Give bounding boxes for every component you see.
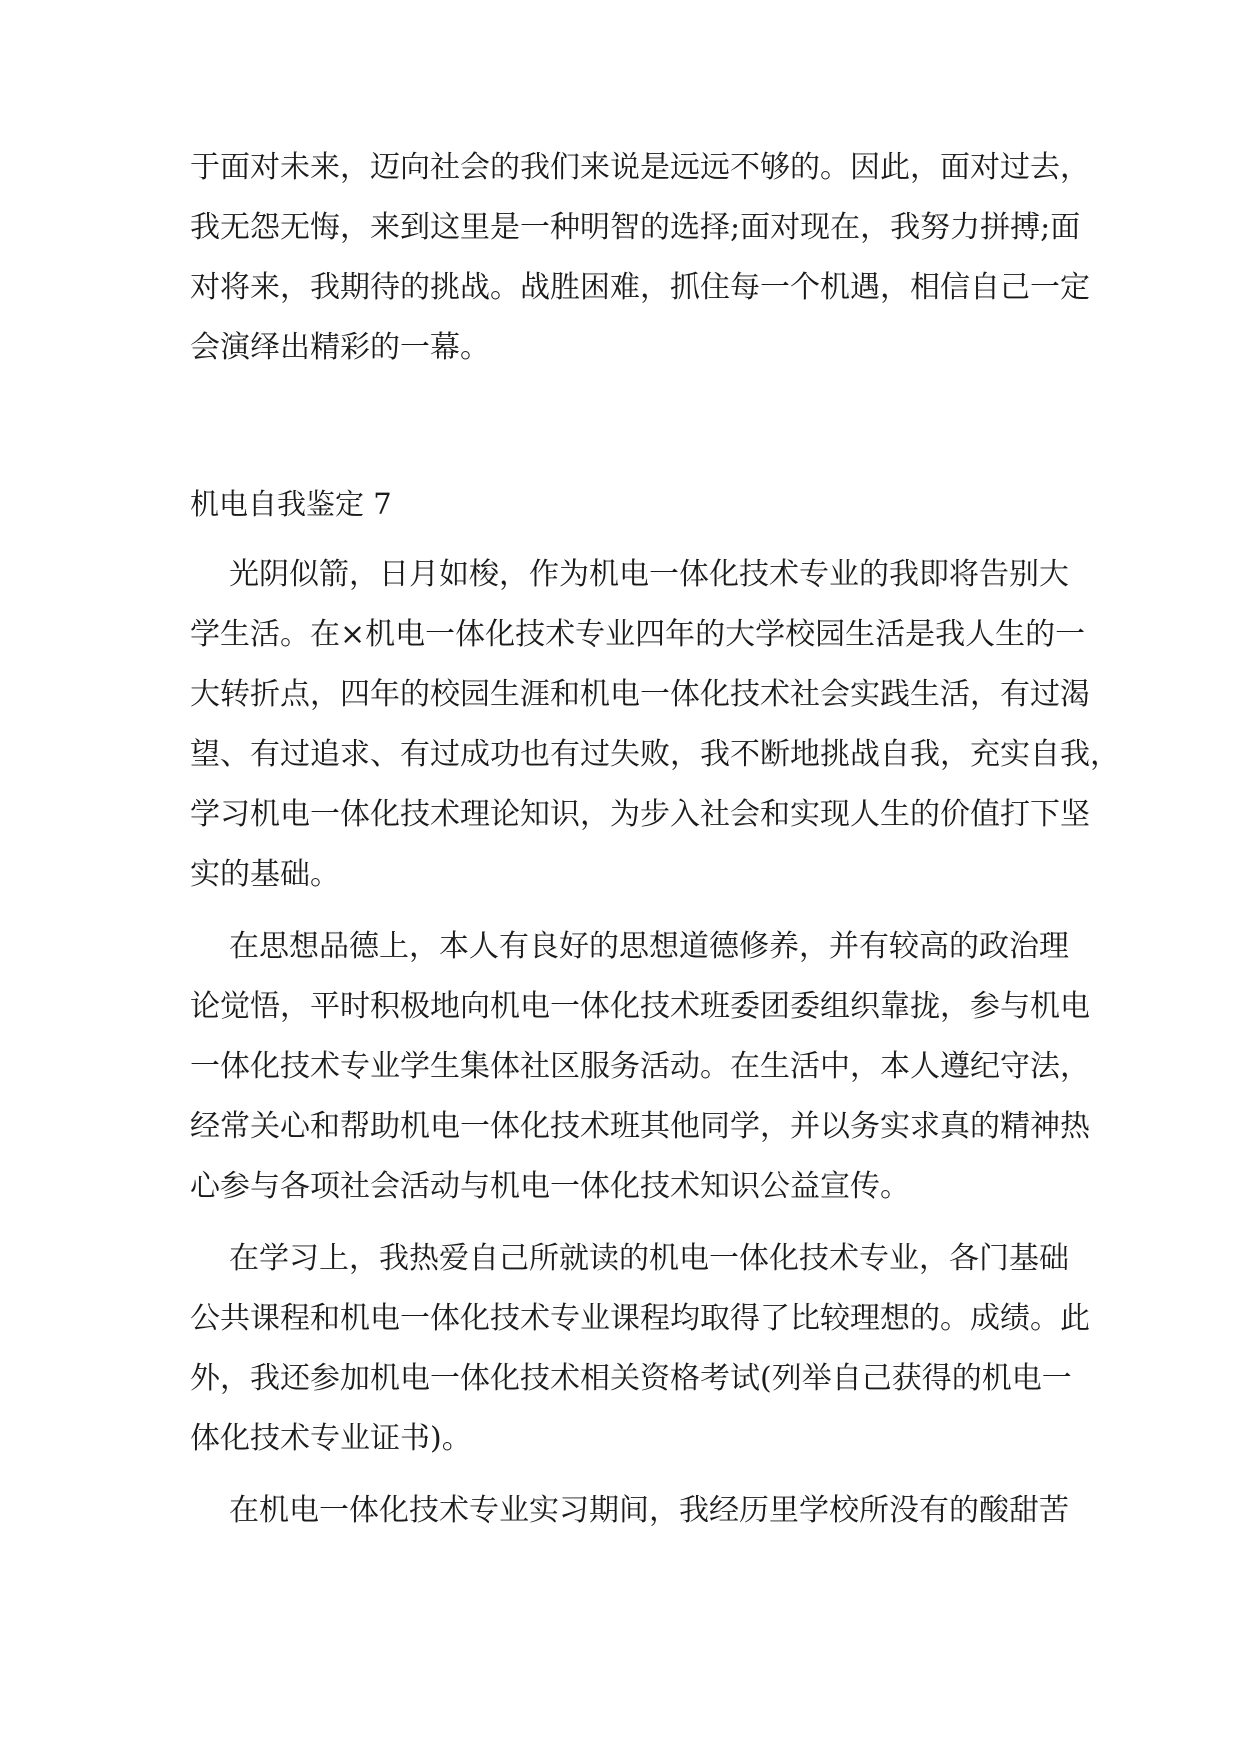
text-line: 在思想品德上，本人有良好的思想道德修养，并有较高的政治理	[229, 929, 1069, 964]
text-line: 会演绎出精彩的一幕。	[190, 330, 490, 365]
text-line: 外，我还参加机电一体化技术相关资格考试(列举自己获得的机电一	[190, 1361, 1072, 1396]
text-line: 实的基础。	[190, 857, 340, 892]
text-line: 体化技术专业证书)。	[190, 1421, 472, 1456]
section-heading: 机电自我鉴定 7	[190, 487, 392, 521]
text-line: 论觉悟，平时积极地向机电一体化技术班委团委组织靠拢，参与机电	[190, 989, 1090, 1024]
text-line: 学生活。在×机电一体化技术专业四年的大学校园生活是我人生的一	[190, 617, 1086, 652]
text-line: 学习机电一体化技术理论知识，为步入社会和实现人生的价值打下坚	[190, 797, 1090, 832]
text-line: 在学习上，我热爱自己所就读的机电一体化技术专业，各门基础	[229, 1241, 1069, 1276]
text-line: 大转折点，四年的校园生涯和机电一体化技术社会实践生活，有过渴	[190, 677, 1090, 712]
text-line: 在机电一体化技术专业实习期间，我经历里学校所没有的酸甜苦	[229, 1493, 1069, 1528]
text-line: 心参与各项社会活动与机电一体化技术知识公益宣传。	[190, 1169, 910, 1204]
text-line: 光阴似箭，日月如梭，作为机电一体化技术专业的我即将告别大	[229, 557, 1069, 592]
text-line: 望、有过追求、有过成功也有过失败，我不断地挑战自我，充实自我，	[190, 737, 1120, 772]
text-line: 我无怨无悔，来到这里是一种明智的选择;面对现在，我努力拼搏;面	[190, 210, 1081, 245]
text-line: 对将来，我期待的挑战。战胜困难，抓住每一个机遇，相信自己一定	[190, 270, 1090, 305]
text-line: 于面对未来，迈向社会的我们来说是远远不够的。因此，面对过去，	[190, 150, 1090, 185]
text-line: 一体化技术专业学生集体社区服务活动。在生活中，本人遵纪守法，	[190, 1049, 1090, 1084]
text-line: 公共课程和机电一体化技术专业课程均取得了比较理想的。成绩。此	[190, 1301, 1090, 1336]
text-line: 经常关心和帮助机电一体化技术班其他同学，并以务实求真的精神热	[190, 1109, 1090, 1144]
